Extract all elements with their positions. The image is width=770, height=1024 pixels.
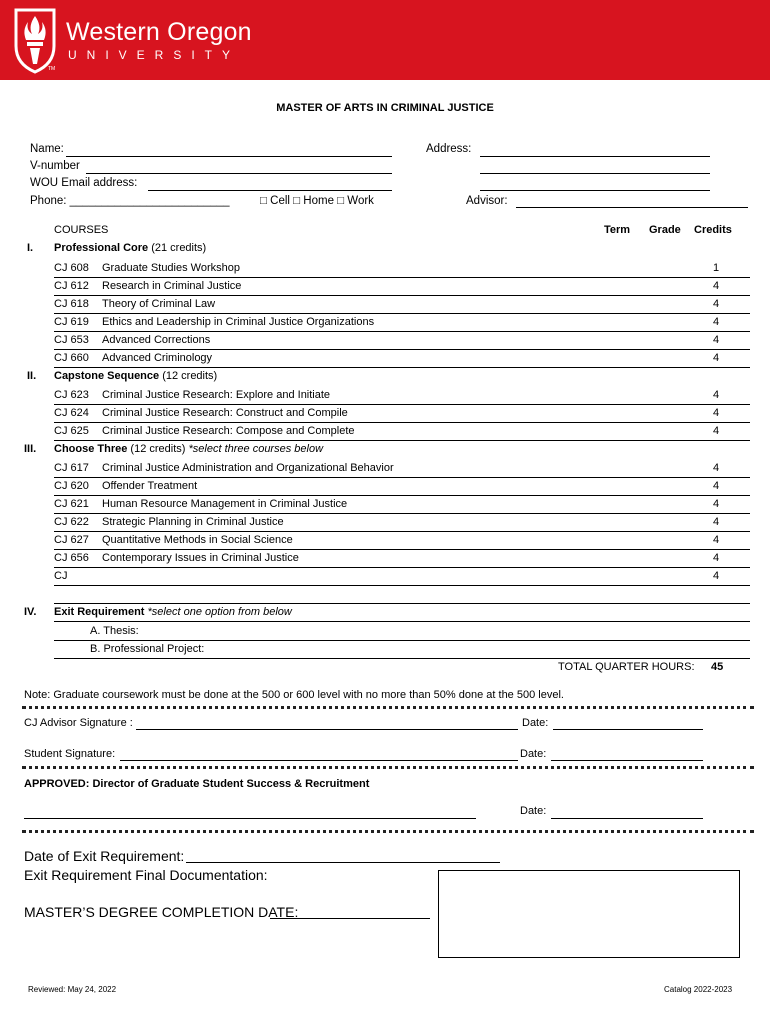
student-date-field[interactable] [551, 760, 703, 761]
student-signature-field[interactable] [120, 760, 518, 761]
total-hours-label: TOTAL QUARTER HOURS: [558, 661, 695, 673]
course-row: CJ 619 Ethics and Leadership in Criminal Justice Organizations 4 [54, 314, 750, 332]
catalog-year: Catalog 2022-2023 [664, 985, 733, 994]
vnumber-field[interactable] [86, 173, 392, 174]
name-field[interactable] [66, 156, 392, 157]
dotted-divider [22, 830, 754, 833]
divider [54, 658, 750, 659]
course-row: CJ 617 Criminal Justice Administration and Organizational Behavior 4 [54, 460, 750, 478]
advisor-signature-field[interactable] [136, 729, 518, 730]
section-1-heading: Professional Core (21 credits) [54, 242, 207, 254]
phone-type-options[interactable]: □ Cell □ Home □ Work [260, 195, 374, 207]
credits-header: Credits [694, 224, 732, 236]
course-row: CJ 627 Quantitative Methods in Social Science 4 [54, 532, 750, 550]
course-row-elective[interactable]: CJ 4 [54, 568, 750, 586]
vnumber-label: V-number [30, 160, 80, 172]
course-row: CJ 623 Criminal Justice Research: Explore and Initiate 4 [54, 387, 750, 405]
term-header: Term [604, 224, 631, 236]
address-field-line1[interactable] [480, 156, 710, 157]
course-row: CJ 656 Contemporary Issues in Criminal Justice 4 [54, 550, 750, 568]
director-signature-field[interactable] [24, 818, 476, 819]
dotted-divider [22, 706, 754, 709]
section-2-heading: Capstone Sequence (12 credits) [54, 370, 218, 382]
divider [54, 603, 750, 604]
address-field-line2[interactable] [480, 173, 710, 174]
advisor-date-label: Date: [522, 717, 549, 729]
documentation-box[interactable] [438, 870, 740, 958]
course-row: CJ 653 Advanced Corrections 4 [54, 332, 750, 350]
course-row: CJ 622 Strategic Planning in Criminal Justice 4 [54, 514, 750, 532]
advisor-field[interactable] [516, 207, 748, 208]
reviewed-date: Reviewed: May 24, 2022 [28, 985, 117, 994]
section-1-number: I. [27, 242, 34, 254]
divider [54, 640, 750, 641]
dotted-divider [22, 766, 754, 769]
email-field[interactable] [148, 190, 392, 191]
note-text: Note: Graduate coursework must be done at the 500 or 600 level with no more than 50% done at the 500 level. [24, 689, 564, 701]
course-row: CJ 660 Advanced Criminology 4 [54, 350, 750, 368]
student-signature-label: Student Signature: [24, 748, 116, 760]
director-date-field[interactable] [551, 818, 703, 819]
completion-date-field[interactable] [270, 918, 430, 919]
section-4-number: IV. [24, 606, 37, 618]
phone-label[interactable]: Phone: _________________________ [30, 195, 230, 207]
grade-header: Grade [649, 224, 681, 236]
exit-doc-label: Exit Requirement Final Documentation: [24, 867, 268, 883]
section-3-heading: Choose Three (12 credits) *select three courses below [54, 443, 324, 455]
course-row: CJ 620 Offender Treatment 4 [54, 478, 750, 496]
divider [54, 621, 750, 622]
exit-option-thesis[interactable]: A. Thesis: [90, 625, 139, 637]
advisor-date-field[interactable] [553, 729, 703, 730]
course-row: CJ 618 Theory of Criminal Law 4 [54, 296, 750, 314]
section-3-number: III. [24, 443, 37, 455]
exit-option-project[interactable]: B. Professional Project: [90, 643, 205, 655]
course-row: CJ 621 Human Resource Management in Criminal Justice 4 [54, 496, 750, 514]
course-row: CJ 608 Graduate Studies Workshop 1 [54, 260, 750, 278]
name-label: Name: [30, 143, 64, 155]
course-row: CJ 612 Research in Criminal Justice 4 [54, 278, 750, 296]
exit-date-label: Date of Exit Requirement: [24, 848, 185, 864]
courses-header: COURSES [54, 224, 109, 236]
email-label: WOU Email address: [30, 177, 138, 189]
address-field-line3[interactable] [480, 190, 710, 191]
exit-date-field[interactable] [186, 862, 500, 863]
course-row: CJ 624 Criminal Justice Research: Construct and Compile 4 [54, 405, 750, 423]
page-title: MASTER OF ARTS IN CRIMINAL JUSTICE [276, 102, 494, 114]
approved-label: APPROVED: Director of Graduate Student Success & Recruitment [24, 778, 370, 790]
director-date-label: Date: [520, 805, 547, 817]
advisor-label: Advisor: [466, 195, 508, 207]
advisor-signature-label: CJ Advisor Signature : [24, 717, 133, 729]
brand-name: Western Oregon [66, 18, 252, 46]
student-date-label: Date: [520, 748, 547, 760]
torch-logo-icon [12, 6, 58, 74]
section-4-heading: Exit Requirement *select one option from below [54, 606, 292, 618]
address-label: Address: [426, 143, 472, 155]
trademark: TM [48, 66, 56, 72]
brand-subtitle: UNIVERSITY [68, 48, 241, 62]
completion-date-label: MASTER’S DEGREE COMPLETION DATE: [24, 904, 299, 920]
total-hours-value: 45 [711, 661, 724, 673]
header-banner [0, 0, 770, 80]
course-row: CJ 625 Criminal Justice Research: Compose and Complete 4 [54, 423, 750, 441]
section-2-number: II. [27, 370, 37, 382]
